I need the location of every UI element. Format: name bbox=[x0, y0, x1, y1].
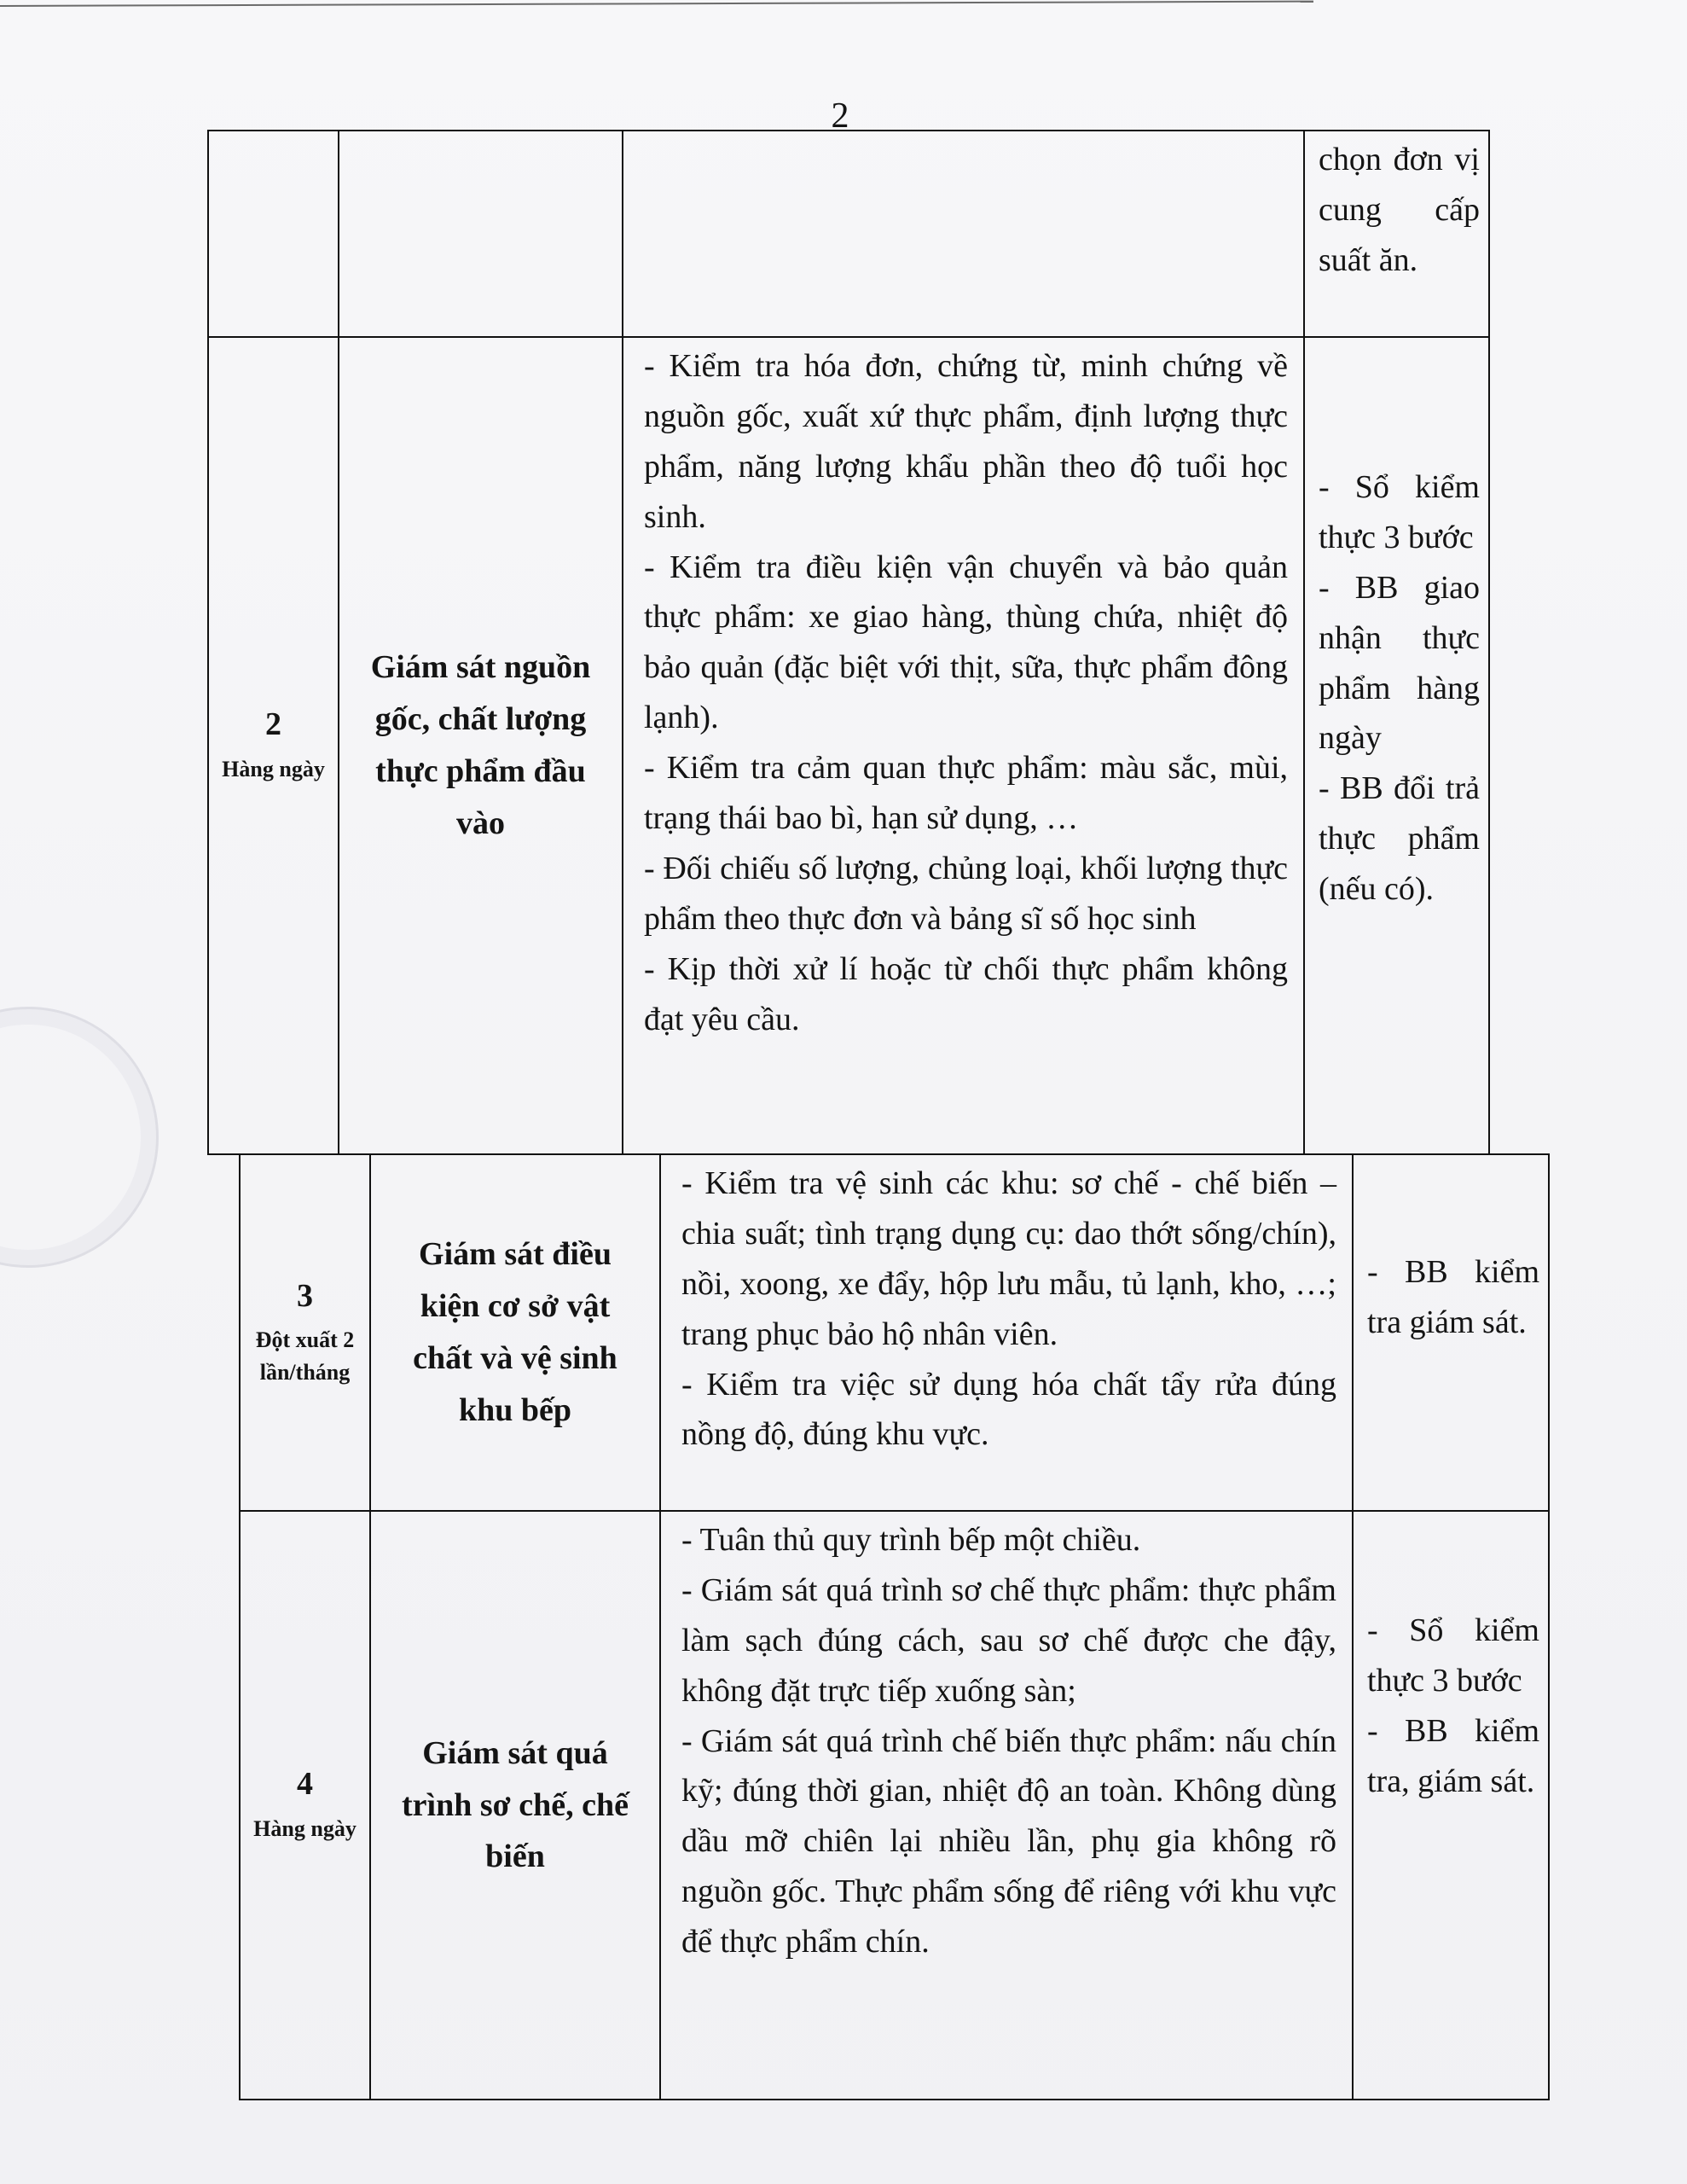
supervision-table-part-2 bbox=[239, 1153, 1550, 2100]
record-item: - Sổ kiểm thực 3 bước bbox=[1367, 1612, 1539, 1699]
record-item: - BB kiểm tra, giám sát. bbox=[1367, 1712, 1539, 1799]
content-item: - Kiểm tra cảm quan thực phẩm: màu sắc, mùi, trạng thái bao bì, hạn sử dụng, … bbox=[644, 750, 1288, 837]
top-rule bbox=[0, 1, 1313, 7]
content-item: - Đối chiếu số lượng, chủng loại, khối lượng thực phẩm theo thực đơn và bảng sĩ số học sinh bbox=[644, 850, 1288, 937]
table-row bbox=[240, 1511, 1549, 2100]
row-title: Giám sát nguồn gốc, chất lượng thực phẩm đầu vào bbox=[339, 337, 623, 1154]
row-number: 2 bbox=[265, 706, 281, 743]
content-item: - Kiểm tra vệ sinh các khu: sơ chế - chế biến – chia suất; tình trạng dụng cụ: dao thớt sống/chín), nồi, xoong, xe đẩy, hộp lưu mẫu, tủ lạnh, kho, …; trang phục bảo hộ nhân viên. bbox=[681, 1165, 1336, 1352]
row-title: Giám sát quá trình sơ chế, chế biến bbox=[370, 1511, 660, 2100]
content-item: - Kiểm tra hóa đơn, chứng từ, minh chứng về nguồn gốc, xuất xứ thực phẩm, định lượng thực phẩm, năng lượng khẩu phần theo độ tuổi học sinh. bbox=[644, 348, 1288, 535]
supervision-table-part-1 bbox=[207, 130, 1490, 1155]
record-item: - Sổ kiểm thực 3 bước bbox=[1319, 469, 1480, 555]
content-cell-empty bbox=[623, 131, 1304, 337]
record-item: - BB kiểm tra giám sát. bbox=[1367, 1254, 1539, 1340]
table-row bbox=[240, 1154, 1549, 1511]
content-item: - Tuân thủ quy trình bếp một chiều. bbox=[681, 1522, 1141, 1558]
content-item: - Kịp thời xử lí hoặc từ chối thực phẩm không đạt yêu cầu. bbox=[644, 950, 1288, 1037]
content-item: - Kiểm tra điều kiện vận chuyển và bảo quản thực phẩm: xe giao hàng, thùng chứa, nhiệt độ bảo quản (đặc biệt với thịt, sữa, thực phẩm đông lạnh). bbox=[644, 549, 1288, 736]
stt-cell-empty bbox=[208, 131, 339, 337]
content-item: - Giám sát quá trình chế biến thực phẩm: nấu chín kỹ; đúng thời gian, nhiệt độ an toàn. Không dùng dầu mỡ chiên lại nhiều lần, phụ gia không rõ nguồn gốc. Thực phẩm sống để riêng với khu vực để thực phẩm chín. bbox=[681, 1722, 1336, 1960]
stt-cell bbox=[240, 1154, 370, 1511]
title-cell-empty bbox=[339, 131, 623, 337]
record-item: - BB đổi trả thực phẩm (nếu có). bbox=[1319, 770, 1480, 908]
row-number: 3 bbox=[297, 1277, 313, 1314]
table-row bbox=[208, 337, 1489, 1154]
page-number: 2 bbox=[831, 96, 849, 136]
stt-cell bbox=[208, 337, 339, 1154]
row-frequency: Hàng ngày bbox=[222, 756, 325, 781]
record-cell bbox=[1304, 337, 1489, 1154]
record-cell bbox=[1304, 131, 1489, 337]
record-cell bbox=[1353, 1511, 1549, 2100]
content-cell bbox=[660, 1511, 1353, 2100]
record-cell bbox=[1353, 1154, 1549, 1511]
row-frequency: Hàng ngày bbox=[253, 1815, 357, 1841]
content-cell bbox=[660, 1154, 1353, 1511]
content-item: - Giám sát quá trình sơ chế thực phẩm: thực phẩm làm sạch đúng cách, sau sơ chế được che đậy, không đặt trực tiếp xuống sàn; bbox=[681, 1571, 1336, 1709]
stt-cell bbox=[240, 1511, 370, 2100]
table-row bbox=[208, 131, 1489, 337]
row-number: 4 bbox=[297, 1766, 313, 1803]
content-cell bbox=[623, 337, 1304, 1154]
record-item: chọn đơn vị cung cấp suất ăn. bbox=[1319, 142, 1480, 278]
content-item: - Kiểm tra việc sử dụng hóa chất tẩy rửa đúng nồng độ, đúng khu vực. bbox=[681, 1366, 1336, 1453]
row-frequency: Đột xuất 2 lần/tháng bbox=[255, 1327, 355, 1385]
record-item: - BB giao nhận thực phẩm hàng ngày bbox=[1319, 569, 1480, 757]
faded-stamp-seal bbox=[0, 1007, 159, 1268]
row-title: Giám sát điều kiện cơ sở vật chất và vệ sinh khu bếp bbox=[370, 1154, 660, 1511]
